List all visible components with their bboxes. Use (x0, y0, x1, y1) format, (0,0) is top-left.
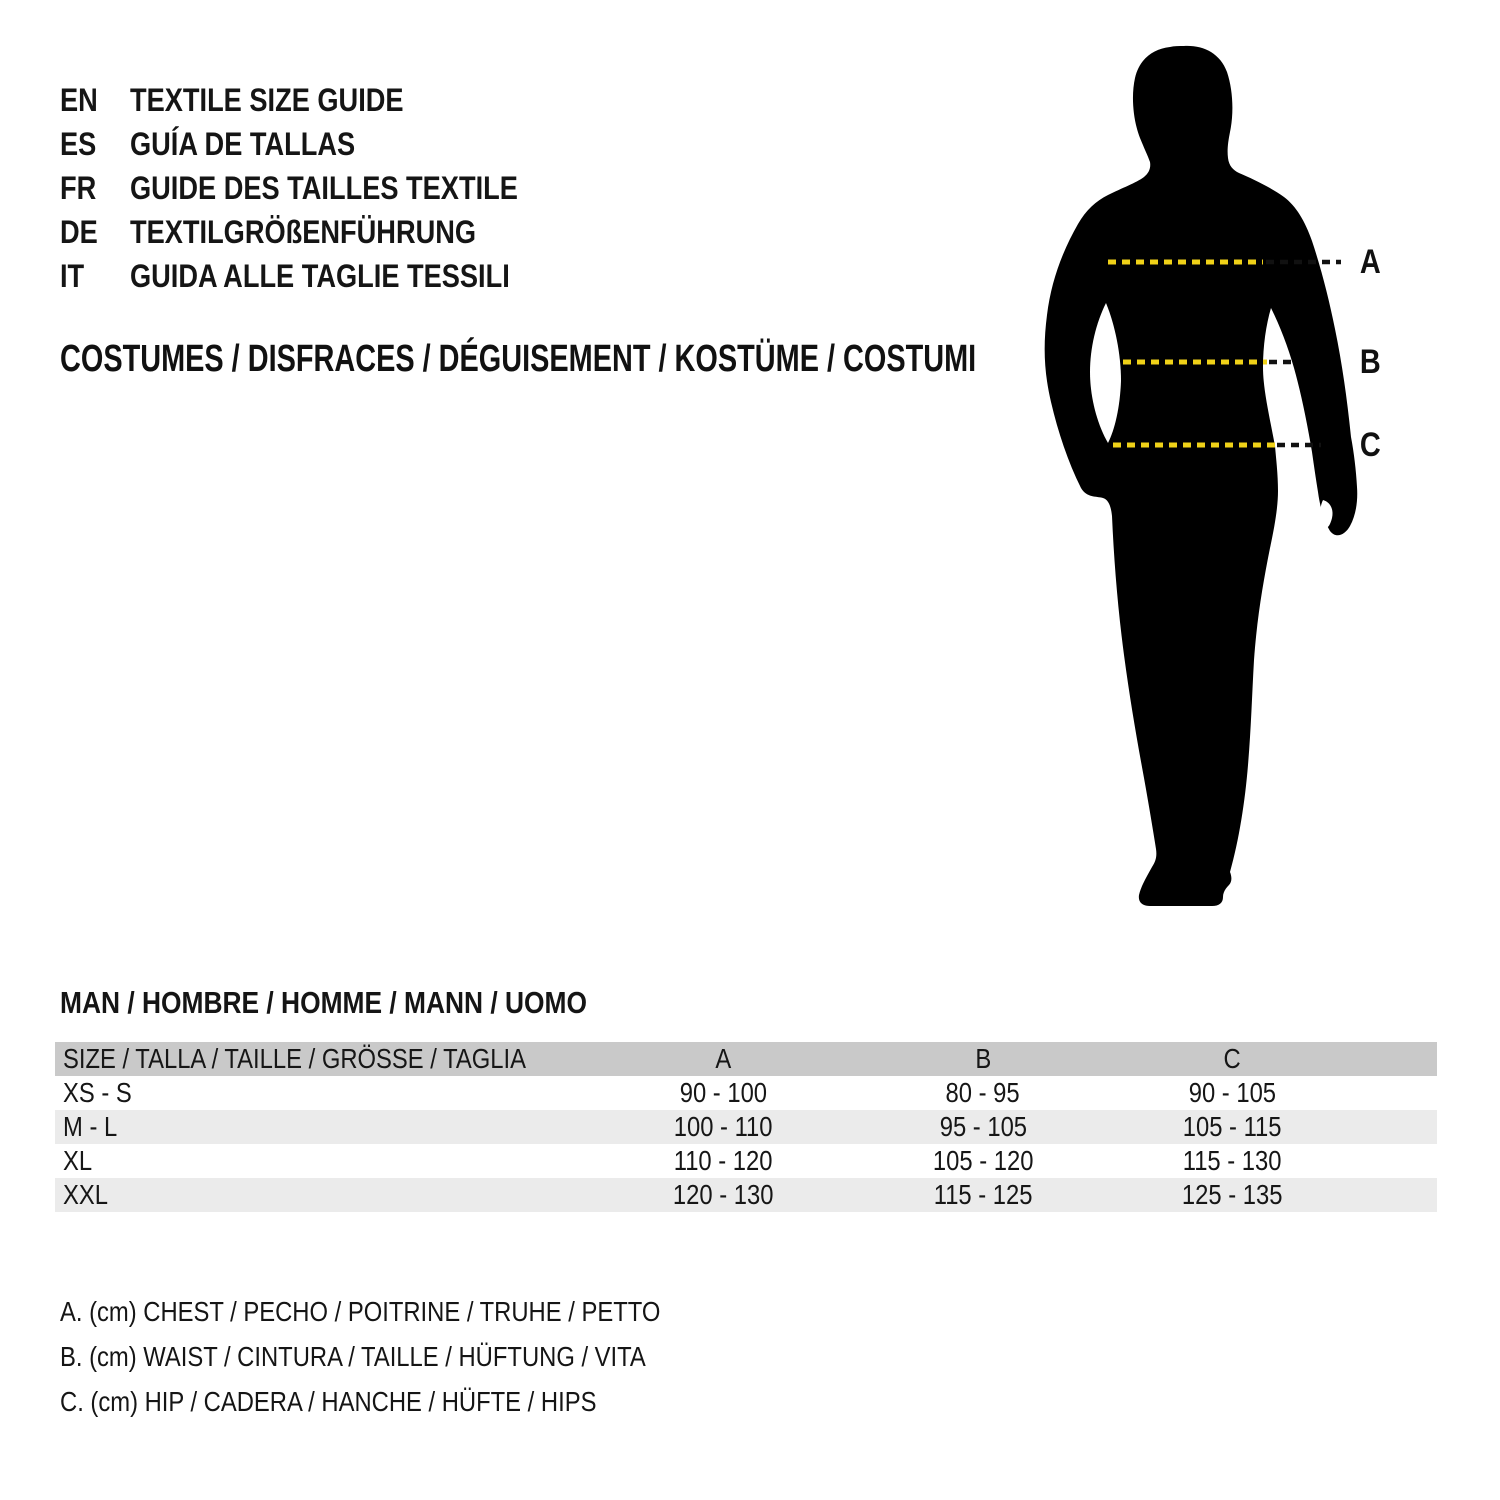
language-code: FR (60, 169, 97, 206)
size-table (55, 1042, 1437, 1212)
table-row-xxl (55, 1178, 1437, 1212)
silhouette-body (1045, 46, 1358, 906)
language-code: EN (60, 81, 98, 118)
header-col-a: A (715, 1043, 731, 1074)
table-row-xs-s (55, 1076, 1437, 1110)
male-silhouette-figure (1000, 30, 1440, 960)
language-row-es (60, 126, 980, 162)
language-row-it (60, 258, 980, 294)
legend-item-hip: C. (cm) HIP / CADERA / HANCHE / HÜFTE / HIPS (60, 1386, 597, 1417)
language-code: DE (60, 213, 98, 250)
cell-a: 110 - 120 (673, 1145, 773, 1176)
cell-c: 90 - 105 (1188, 1077, 1276, 1108)
cell-a: 90 - 100 (679, 1077, 767, 1108)
cell-b: 80 - 95 (945, 1077, 1021, 1108)
section-label-man: MAN / HOMBRE / HOMME / MANN / UOMO (60, 985, 587, 1020)
language-label: GUIDA ALLE TAGLIE TESSILI (130, 257, 510, 294)
table-row-m-l (55, 1110, 1437, 1144)
header-col-b: B (975, 1043, 991, 1074)
cell-size: XS - S (63, 1077, 132, 1108)
cell-size: M - L (63, 1111, 118, 1142)
cell-b: 115 - 125 (933, 1179, 1033, 1210)
cell-a: 100 - 110 (673, 1111, 773, 1142)
cell-c: 105 - 115 (1182, 1111, 1282, 1142)
language-label: TEXTILGRÖßENFÜHRUNG (130, 213, 477, 250)
language-label: GUIDE DES TAILLES TEXTILE (130, 169, 518, 206)
measure-label-a: A (1359, 242, 1381, 281)
language-label: GUÍA DE TALLAS (130, 125, 356, 162)
cell-b: 105 - 120 (932, 1145, 1034, 1176)
cell-size: XXL (63, 1179, 108, 1210)
header-col-c: C (1223, 1043, 1241, 1074)
category-title: COSTUMES / DISFRACES / DÉGUISEMENT / KOSTÜME / COSTUMI (60, 337, 977, 380)
language-code: IT (60, 257, 85, 294)
measure-label-c: C (1359, 425, 1381, 464)
measure-label-b: B (1359, 342, 1381, 381)
cell-c: 115 - 130 (1182, 1145, 1282, 1176)
legend-item-waist: B. (cm) WAIST / CINTURA / TAILLE / HÜFTUNG / VITA (60, 1341, 646, 1372)
table-row-xl (55, 1144, 1437, 1178)
language-code: ES (60, 125, 97, 162)
cell-b: 95 - 105 (939, 1111, 1027, 1142)
cell-c: 125 - 135 (1181, 1179, 1283, 1210)
language-row-de (60, 214, 980, 250)
language-row-en (60, 82, 980, 118)
header-size: SIZE / TALLA / TAILLE / GRÖSSE / TAGLIA (63, 1043, 526, 1074)
legend-item-chest: A. (cm) CHEST / PECHO / POITRINE / TRUHE / PETTO (60, 1296, 661, 1327)
table-header-row (55, 1042, 1437, 1076)
language-row-fr (60, 170, 980, 206)
language-label: TEXTILE SIZE GUIDE (130, 81, 404, 118)
cell-a: 120 - 130 (672, 1179, 774, 1210)
cell-size: XL (63, 1145, 93, 1176)
